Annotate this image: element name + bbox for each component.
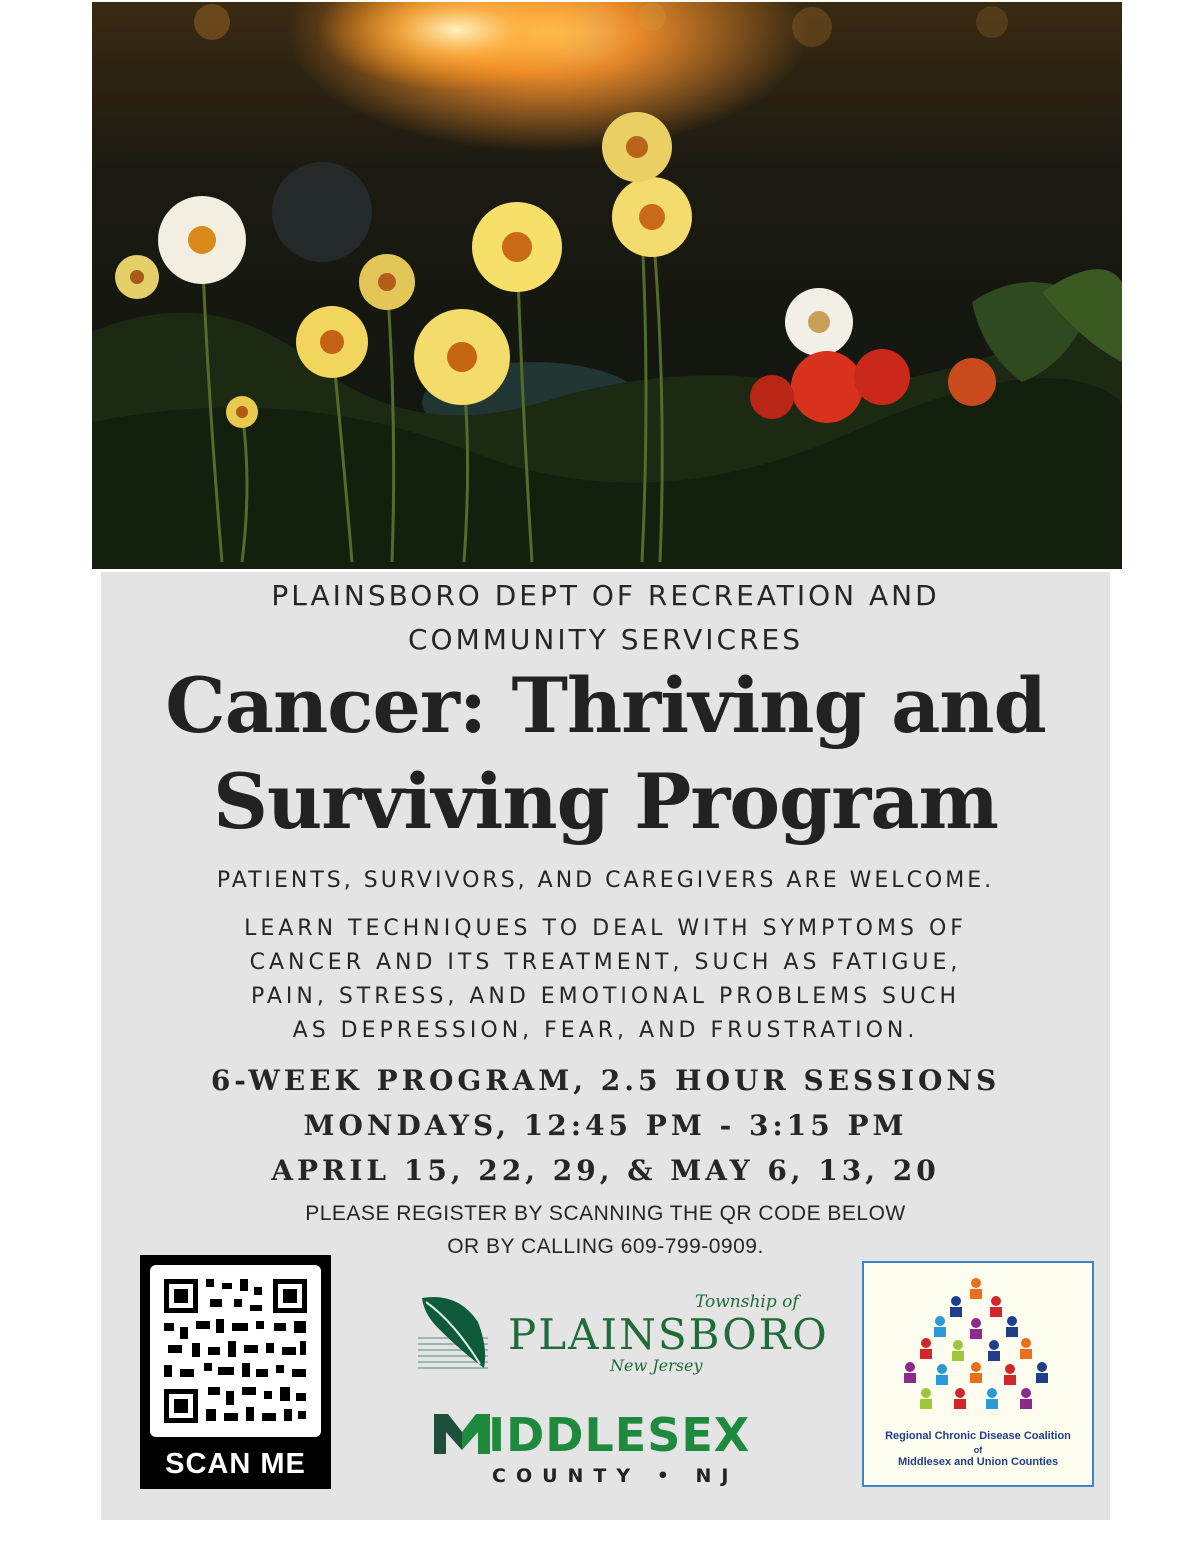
coalition-name-line2: of (973, 1445, 983, 1455)
middlesex-county-label: COUNTY • NJ (492, 1465, 739, 1487)
coalition-name-line3: Middlesex and Union Counties (897, 1456, 1059, 1468)
plainsboro-name: PLAINSBORO (508, 1310, 829, 1359)
flower-illustration (92, 2, 1122, 569)
hero-flower-photo (92, 2, 1122, 569)
qr-code-block[interactable] (140, 1255, 331, 1489)
schedule-time: MONDAYS, 12:45 PM - 3:15 PM (303, 1109, 908, 1142)
dept-heading-line2: COMMUNITY SERVICRES (408, 623, 803, 656)
plainsboro-township-label: Township of (695, 1292, 799, 1312)
register-line: OR BY CALLING 609-799-0909. (447, 1235, 764, 1258)
program-title-line1: Cancer: Thriving and (165, 661, 1046, 750)
schedule-dates: APRIL 15, 22, 29, & MAY 6, 13, 20 (271, 1154, 940, 1187)
middlesex-name: IDDLESEX (488, 1408, 751, 1462)
learn-line: AS DEPRESSION, FEAR, AND FRUSTRATION. (292, 1018, 919, 1043)
program-title-line2: Surviving Program (213, 757, 998, 846)
register-line: PLEASE REGISTER BY SCANNING THE QR CODE BELOW (305, 1202, 906, 1225)
learn-line: CANCER AND ITS TREATMENT, SUCH AS FATIGUE, (249, 950, 962, 975)
coalition-name-line1: Regional Chronic Disease Coalition (885, 1430, 1071, 1442)
leaf-icon (418, 1292, 488, 1376)
qr-code-icon[interactable] (150, 1265, 321, 1437)
coalition-logo (862, 1261, 1094, 1487)
people-circle-icon (864, 1271, 1092, 1421)
middlesex-m-icon (434, 1414, 490, 1454)
learn-line: PAIN, STRESS, AND EMOTIONAL PROBLEMS SUCH (250, 984, 960, 1009)
dept-heading-line1: PLAINSBORO DEPT OF RECREATION AND (271, 579, 940, 612)
learn-line: LEARN TECHNIQUES TO DEAL WITH SYMPTOMS OF (244, 916, 967, 941)
welcome-text: PATIENTS, SURVIVORS, AND CAREGIVERS ARE WELCOME. (216, 868, 995, 893)
scan-me-label: SCAN ME (165, 1448, 306, 1480)
plainsboro-state: New Jersey (610, 1356, 703, 1375)
schedule-duration: 6-WEEK PROGRAM, 2.5 HOUR SESSIONS (210, 1064, 1001, 1097)
